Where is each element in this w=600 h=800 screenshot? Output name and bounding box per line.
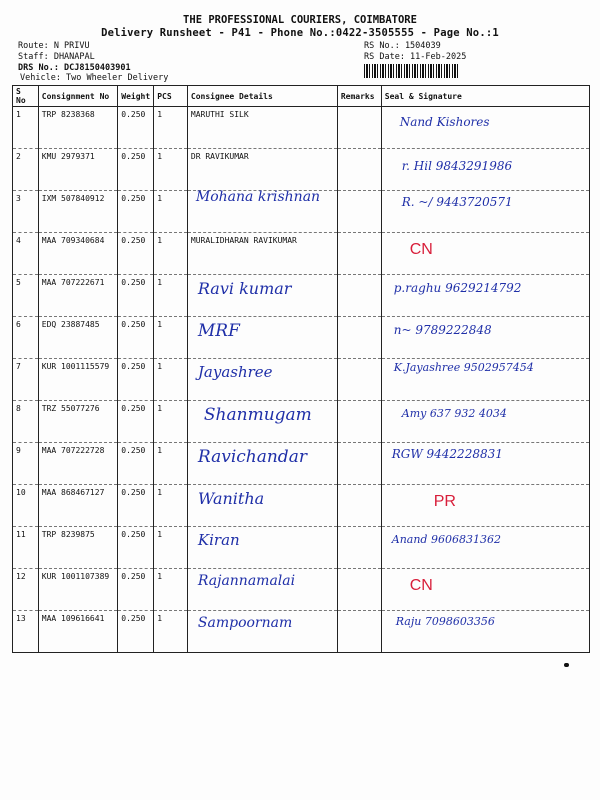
row-pcs: 1	[154, 317, 188, 359]
row-signature	[381, 485, 589, 527]
row-remarks	[337, 107, 381, 149]
handwritten-consignee: Sampoornam	[197, 615, 293, 631]
row-consignee	[187, 275, 337, 317]
row-signature	[381, 275, 589, 317]
row-sno: 2	[13, 149, 39, 191]
row-weight: 0.250	[118, 401, 154, 443]
row-signature	[381, 191, 589, 233]
handwritten-signature: RGW 9442228831	[391, 447, 503, 461]
row-consignment: MAA 707222728	[38, 443, 118, 485]
row-signature	[381, 527, 589, 569]
col-header-remarks: Remarks	[337, 86, 381, 107]
handwritten-signature: Nand Kishores	[399, 115, 490, 129]
row-remarks	[337, 485, 381, 527]
row-pcs: 1	[154, 569, 188, 611]
row-pcs: 1	[154, 611, 188, 653]
row-weight: 0.250	[118, 443, 154, 485]
runsheet-title: THE PROFESSIONAL COURIERS, COIMBATORE	[183, 14, 417, 26]
row-sno: 6	[13, 317, 39, 359]
meta-left	[18, 41, 131, 74]
row-signature	[381, 443, 589, 485]
table-row	[13, 611, 590, 653]
row-signature	[381, 611, 589, 653]
row-signature	[381, 359, 589, 401]
row-pcs: 1	[154, 485, 188, 527]
row-consignee	[187, 569, 337, 611]
table-row	[13, 443, 590, 485]
row-pcs: 1	[154, 233, 188, 275]
row-sno: 9	[13, 443, 39, 485]
row-sno: 3	[13, 191, 39, 233]
row-consignment: MAA 109616641	[38, 611, 118, 653]
row-consignee	[187, 317, 337, 359]
rs-number: RS No.: 1504039	[364, 41, 441, 51]
row-consignment: KUR 1001107389	[38, 569, 118, 611]
rs-date: RS Date: 11-Feb-2025	[364, 52, 467, 62]
handwritten-signature: Amy 637 932 4034	[401, 407, 507, 420]
row-sno: 8	[13, 401, 39, 443]
row-pcs: 1	[154, 401, 188, 443]
col-header-pcs: PCS	[154, 86, 188, 107]
meta-right	[364, 41, 466, 63]
row-consignee	[187, 443, 337, 485]
row-remarks	[337, 191, 381, 233]
runsheet-table	[12, 85, 590, 653]
table-row	[13, 485, 590, 527]
row-pcs: 1	[154, 527, 188, 569]
row-signature	[381, 149, 589, 191]
handwritten-consignee: Wanitha	[197, 489, 265, 508]
row-consignment: KMU 2979371	[38, 149, 118, 191]
handwritten-signature: n~ 9789222848	[393, 323, 492, 337]
row-signature	[381, 401, 589, 443]
red-remark-mark: PR	[433, 493, 456, 510]
row-consignee	[187, 527, 337, 569]
row-consignment: MAA 868467127	[38, 485, 118, 527]
row-remarks	[337, 359, 381, 401]
table-row	[13, 233, 590, 275]
row-consignment: TRP 8238368	[38, 107, 118, 149]
table-row	[13, 191, 590, 233]
col-header-consignee: Consignee Details	[187, 86, 337, 107]
red-remark-mark: CN	[409, 241, 433, 258]
row-sno: 13	[13, 611, 39, 653]
row-sno: 10	[13, 485, 39, 527]
row-weight: 0.250	[118, 359, 154, 401]
row-pcs: 1	[154, 107, 188, 149]
row-pcs: 1	[154, 443, 188, 485]
handwritten-consignee: Mohana krishnan	[195, 189, 321, 205]
row-sno: 4	[13, 233, 39, 275]
handwritten-consignee: Ravichandar	[197, 447, 307, 467]
row-remarks	[337, 275, 381, 317]
table-row	[13, 149, 590, 191]
row-sno: 5	[13, 275, 39, 317]
row-consignee	[187, 485, 337, 527]
row-consignment: TRZ 55077276	[38, 401, 118, 443]
row-consignment: IXM 507840912	[38, 191, 118, 233]
row-consignment: MAA 709340684	[38, 233, 118, 275]
row-remarks	[337, 569, 381, 611]
row-weight: 0.250	[118, 275, 154, 317]
table-row	[13, 359, 590, 401]
row-consignment: MAA 707222671	[38, 275, 118, 317]
row-remarks	[337, 149, 381, 191]
table-row	[13, 569, 590, 611]
row-signature	[381, 317, 589, 359]
row-weight: 0.250	[118, 191, 154, 233]
handwritten-consignee: Shanmugam	[203, 405, 312, 425]
row-remarks	[337, 527, 381, 569]
col-header-consignment: Consignment No	[38, 86, 118, 107]
row-consignment: KUR 1001115579	[38, 359, 118, 401]
row-weight: 0.250	[118, 233, 154, 275]
table-header-row	[13, 86, 590, 107]
handwritten-signature: K.Jayashree 9502957454	[393, 361, 534, 374]
row-consignee: MARUTHI SILK	[187, 107, 337, 149]
table-row	[13, 107, 590, 149]
row-weight: 0.250	[118, 317, 154, 359]
handwritten-signature: Anand 9606831362	[391, 533, 501, 546]
row-weight: 0.250	[118, 569, 154, 611]
row-signature	[381, 107, 589, 149]
table-row	[13, 317, 590, 359]
row-consignee	[187, 401, 337, 443]
barcode	[364, 64, 460, 78]
row-weight: 0.250	[118, 485, 154, 527]
handwritten-consignee: MRF	[197, 321, 240, 341]
row-sno: 1	[13, 107, 39, 149]
row-consignment: EDQ 23887485	[38, 317, 118, 359]
red-remark-mark: CN	[409, 577, 433, 594]
row-weight: 0.250	[118, 527, 154, 569]
row-consignment: TRP 8239875	[38, 527, 118, 569]
drs-label: DRS No.: DCJ8150403901	[18, 63, 131, 73]
row-remarks	[337, 443, 381, 485]
route-label: Route: N PRIVU	[18, 41, 90, 51]
row-pcs: 1	[154, 275, 188, 317]
staff-label: Staff: DHANAPAL	[18, 52, 95, 62]
row-pcs: 1	[154, 149, 188, 191]
row-pcs: 1	[154, 191, 188, 233]
row-consignee	[187, 611, 337, 653]
col-header-weight: Weight	[118, 86, 154, 107]
row-signature	[381, 569, 589, 611]
row-consignee	[187, 191, 337, 233]
row-remarks	[337, 611, 381, 653]
row-weight: 0.250	[118, 149, 154, 191]
row-pcs: 1	[154, 359, 188, 401]
row-sno: 7	[13, 359, 39, 401]
handwritten-consignee: Jayashree	[197, 363, 273, 381]
col-header-signature: Seal & Signature	[381, 86, 589, 107]
row-sno: 11	[13, 527, 39, 569]
handwritten-consignee: Ravi kumar	[197, 279, 292, 298]
row-remarks	[337, 317, 381, 359]
handwritten-consignee: Kiran	[197, 531, 240, 549]
table-row	[13, 527, 590, 569]
runsheet-subtitle: Delivery Runsheet - P41 - Phone No.:0422-3505555 - Page No.:1	[101, 27, 499, 39]
handwritten-signature: p.raghu 9629214792	[393, 281, 522, 295]
handwritten-signature: r. Hil 9843291986	[401, 159, 513, 173]
col-header-sno: S No	[13, 86, 39, 107]
table-row	[13, 275, 590, 317]
row-weight: 0.250	[118, 611, 154, 653]
handwritten-consignee: Rajannamalai	[197, 573, 296, 589]
row-remarks	[337, 233, 381, 275]
table-row	[13, 401, 590, 443]
row-consignee	[187, 359, 337, 401]
row-signature	[381, 233, 589, 275]
vehicle-label: Vehicle: Two Wheeler Delivery	[20, 73, 169, 83]
row-consignee: MURALIDHARAN RAVIKUMAR	[187, 233, 337, 275]
handwritten-signature: Raju 7098603356	[395, 615, 495, 628]
ink-dot	[564, 663, 569, 667]
row-remarks	[337, 401, 381, 443]
handwritten-signature: R. ~/ 9443720571	[401, 195, 513, 209]
row-sno: 12	[13, 569, 39, 611]
row-weight: 0.250	[118, 107, 154, 149]
row-consignee: DR RAVIKUMAR	[187, 149, 337, 191]
